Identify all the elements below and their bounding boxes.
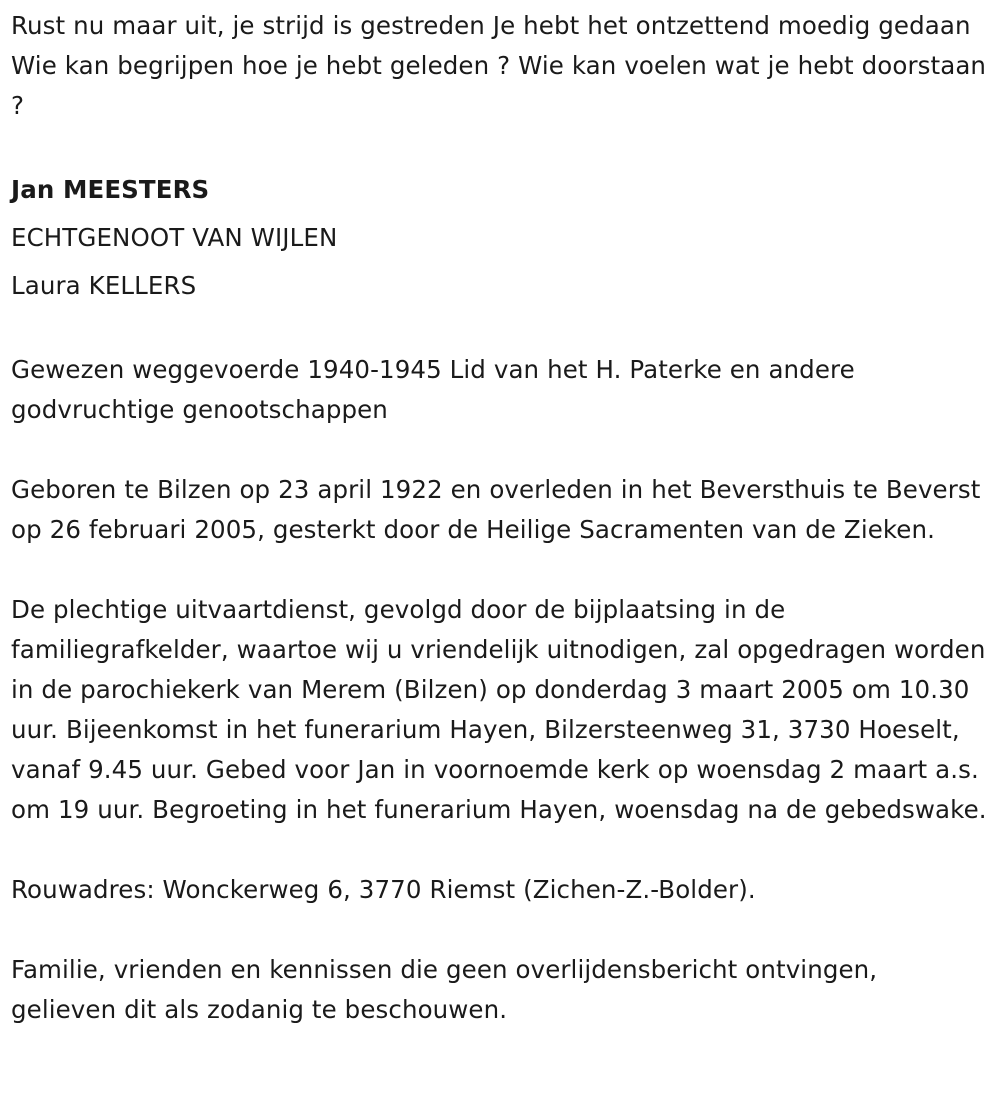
relation-label: ECHTGENOOT VAN WIJLEN (11, 223, 338, 252)
background-paragraph: Gewezen weggevoerde 1940-1945 Lid van het H. Paterke en andere godvruchtige genootschappen (11, 355, 855, 424)
spacer (11, 910, 988, 950)
poem-paragraph: Rust nu maar uit, je strijd is gestreden Je hebt het ontzettend moedig gedaan Wie kan begrijpen hoe je hebt geleden ? Wie kan voelen wat je hebt doorstaan ? (11, 11, 987, 120)
spacer (11, 126, 988, 166)
birth-death-paragraph: Geboren te Bilzen op 23 april 1922 en overleden in het Beversthuis te Beverst op 26 februari 2005, gesterkt door de Heilige Sacramenten van de Zieken. (11, 475, 981, 544)
mourning-address: Rouwadres: Wonckerweg 6, 3770 Riemst (Zichen-Z.-Bolder). (11, 875, 756, 904)
spacer (11, 550, 988, 590)
closing-paragraph: Familie, vrienden en kennissen die geen overlijdensbericht ontvingen, gelieven dit als zodanig te beschouwen. (11, 955, 878, 1024)
spouse-name: Laura KELLERS (11, 271, 197, 300)
spacer (11, 830, 988, 870)
funeral-details-paragraph: De plechtige uitvaartdienst, gevolgd door de bijplaatsing in de familiegrafkelder, waartoe wij u vriendelijk uitnodigen, zal opgedragen worden in de parochiekerk van Merem (Bilzen) op donderdag 3 maart 2005 om 10.30 uur. Bijeenkomst in het funerarium Hayen, Bilzersteenweg 31, 3730 Hoeselt, vanaf 9.45 uur. Gebed voor Jan in voornoemde kerk op woensdag 2 maart a.s. om 19 uur. Begroeting in het funerarium Hayen, woensdag na de gebedswake. (11, 595, 987, 824)
deceased-name: Jan MEESTERS (11, 175, 210, 204)
spacer (11, 310, 988, 350)
spacer (11, 430, 988, 470)
